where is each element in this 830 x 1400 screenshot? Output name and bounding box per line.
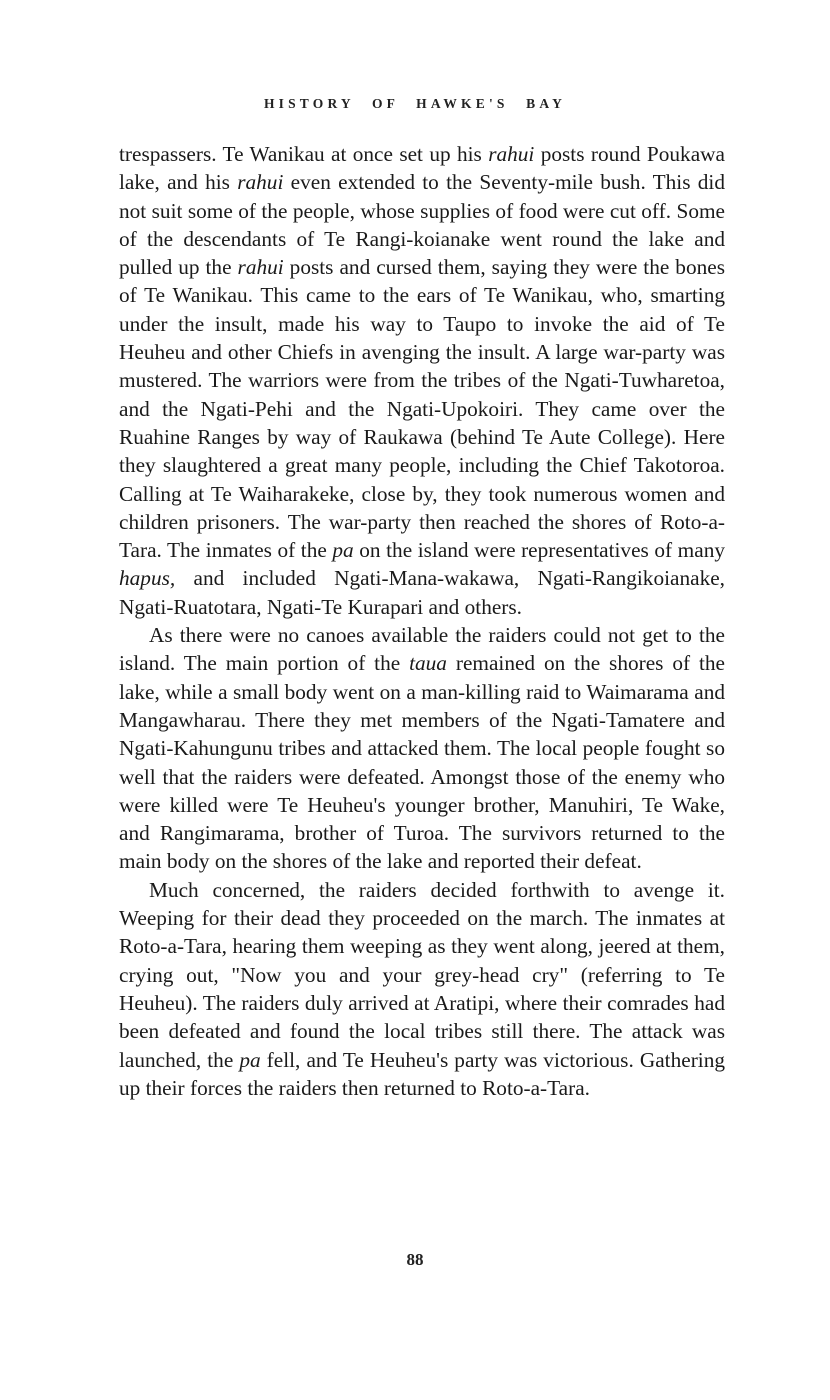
running-head: HISTORY OF HAWKE'S BAY [263, 96, 567, 111]
italic-term: rahui [488, 142, 535, 166]
text-run: on the island were representatives of many [353, 538, 725, 563]
text-run: posts and cursed them, saying they were the bones of Te Wanikau. This came to the ears of Te Wanikau, who, smarting under the insult, made his way to Taupo to invoke the aid of Te Heuheu and other Chiefs in avenging the insult. A large war-party was mustered. The warriors were from the tribes of the Ngati-Tuwharetoa, and the Ngati-Pehi and the Ngati-Upokoiri. They came over the Ruahine Ranges by way of Raukawa (behind Te Aute College). Here they slaughtered a great many people, including the Chief Takotoroa. Calling at Te Waiharakeke, close by, they took numerous women and children prisoners. The war-party then reached the shores of Roto-a-Tara. The inmates of the [119, 255, 725, 563]
text-run: and included Ngati-Mana-wakawa, Ngati-Rangikoianake, Ngati-Ruatotara, Ngati-Te Kurapari and others. [119, 566, 725, 619]
text-run: remained on the shores of the lake, while a small body went on a man-killing raid to Waimarama and Mangawharau. There they met members of the Ngati-Tamatere and Ngati-Kahungunu tribes and attacked them. The local people fought so well that the raiders were defeated. Amongst those of the enemy who were killed were Te Heuheu's younger brother, Manuhiri, Te Wake, and Rangimarama, brother of Turoa. The survivors returned to the main body on the shores of the lake and reported their defeat. [119, 651, 725, 874]
text-run: even extended to the Seventy-mile bush. This did not suit some of the people, whose supplies of food were cut off. Some of the descendants of Te Rangi-koianake went round the lake and pulled up the [119, 170, 725, 280]
text-run: trespassers. Te Wanikau at once set up his [119, 142, 489, 166]
text-run: fell, and Te Heuheu's party was victorious. Gathering up their forces the raiders then returned to Roto-a-Tara. [119, 1047, 726, 1100]
page-number: 88 [406, 1250, 424, 1269]
paragraph [119, 621, 725, 876]
text-run: Much concerned, the raiders decided forthwith to avenge it. Weeping for their dead they proceeded on the march. The inmates at Roto-a-Tara, hearing them weeping as they went along, jeered at them, crying out, "Now you and your grey-head cry" (referring to Te Heuheu). The raiders duly arrived at Aratipi, where their comrades had been defeated and found the local tribes still there. The attack was launched, the [119, 877, 725, 1072]
body-text [119, 140, 725, 1102]
paragraph [119, 876, 725, 1102]
italic-term: hapus, [119, 566, 176, 591]
text-run: posts round Poukawa lake, and his [119, 142, 725, 195]
italic-term: rahui [237, 170, 284, 195]
text-run: As there were no canoes available the raiders could not get to the island. The main portion of the [119, 623, 725, 676]
italic-term: rahui [237, 255, 284, 280]
italic-term: pa [239, 1047, 261, 1072]
italic-term: pa [332, 538, 354, 563]
paragraph [119, 140, 725, 621]
italic-term: taua [409, 651, 447, 676]
